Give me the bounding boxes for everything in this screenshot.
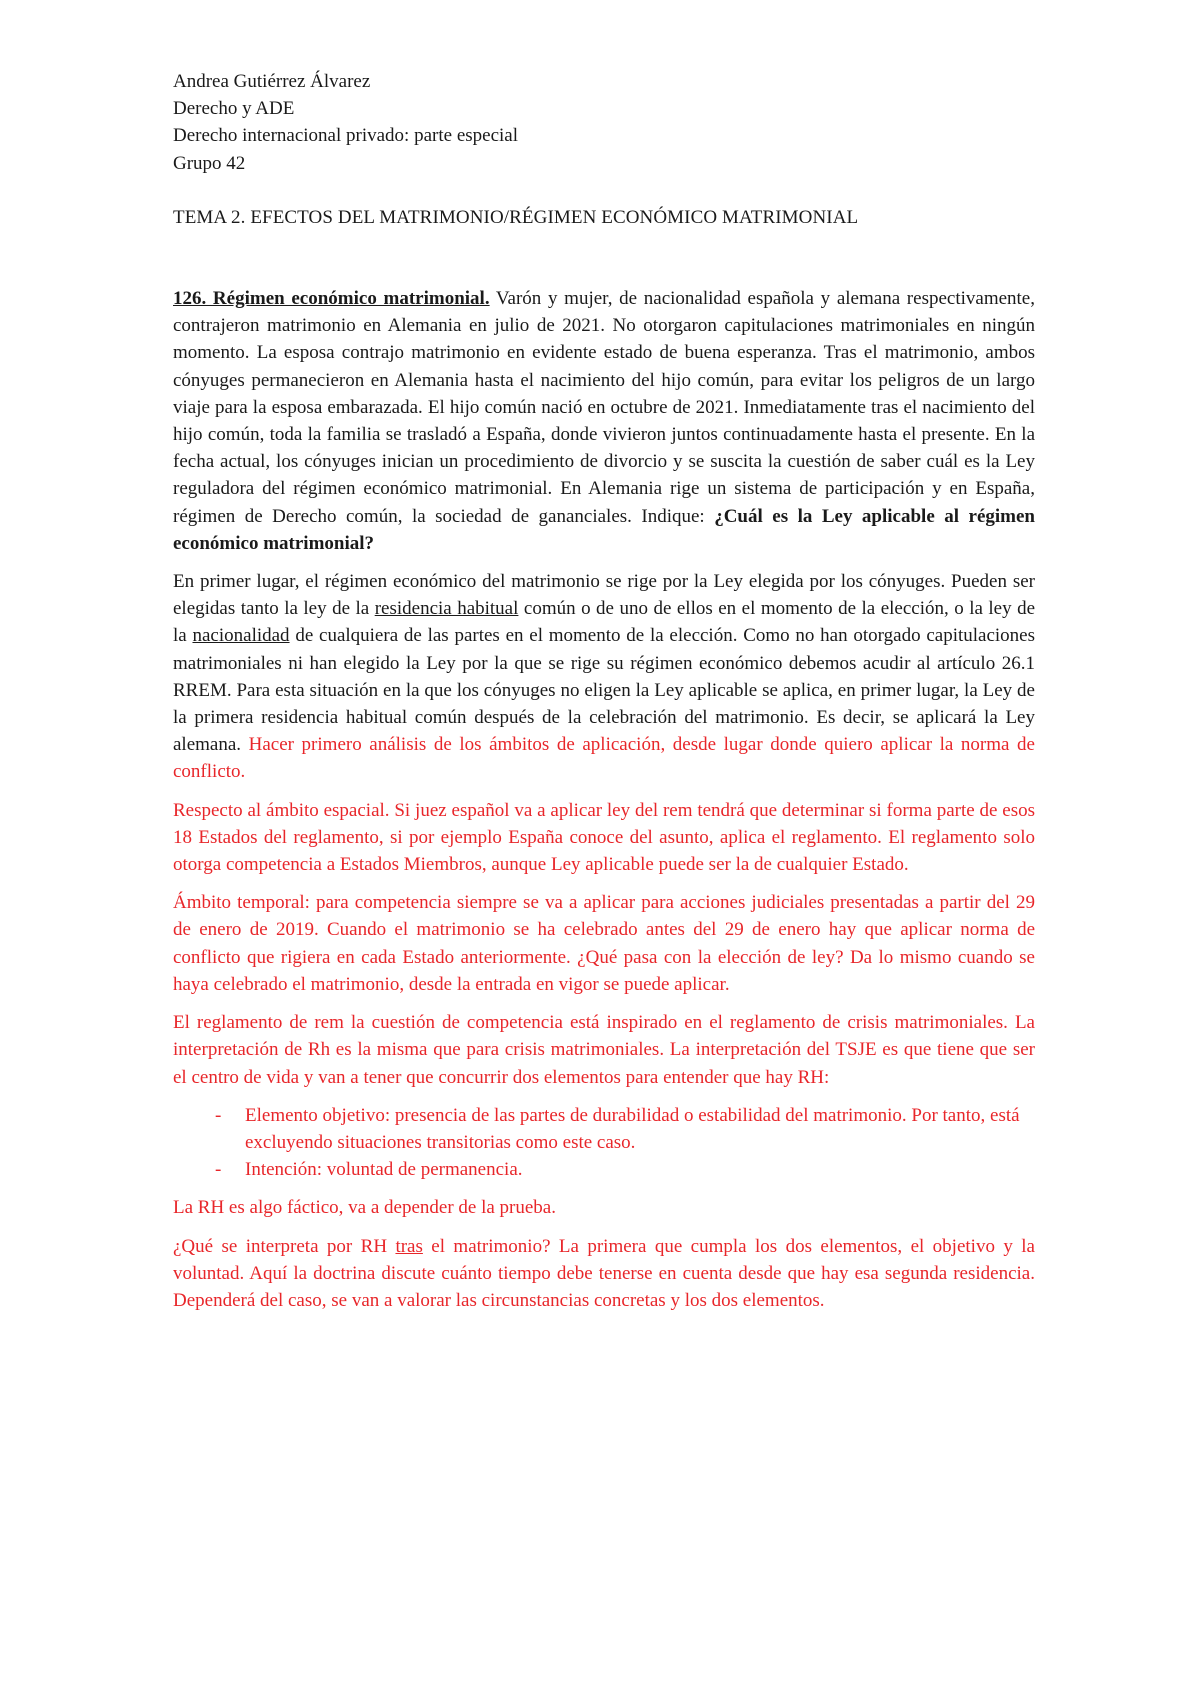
case-question: ¿Cuál es la Ley aplicable al régimen económico matrimonial? (173, 505, 1036, 554)
underlined-term-tras: tras (395, 1235, 423, 1257)
answer-text: común o de uno de ellos en el momento de la elección, o la ley de la (173, 598, 1036, 647)
spacer (173, 1222, 1035, 1233)
spacer (173, 1183, 1035, 1194)
list-item-text: Elemento objetivo: presencia de las partes de durabilidad o estabilidad del matrimonio. Por tanto, está excluyendo situaciones transitorias como este caso. (245, 1104, 1020, 1153)
author-name: Andrea Gutiérrez Álvarez (173, 71, 371, 92)
underlined-term-nacionalidad: nacionalidad (192, 625, 290, 647)
list-item (173, 1156, 1035, 1183)
subject-name: Derecho internacional privado: parte especial (173, 125, 518, 147)
spacer (173, 231, 1035, 285)
spacer (173, 878, 1035, 889)
answer-paragraph-2: Respecto al ámbito espacial. Si juez español va a aplicar ley del rem tendrá que determinar si forma parte de esos 18 Estados del reglamento, si por ejemplo España conoce del asunto, aplica el reglamento. El reglamento solo otorga competencia a Estados Miembros, aunque Ley aplicable puede ser la de cualquier Estado. (173, 799, 1035, 876)
group-name: Grupo 42 (173, 152, 246, 174)
dash-bullet: - (215, 1159, 222, 1181)
degree-name: Derecho y ADE (173, 98, 295, 120)
case-heading: 126. Régimen económico matrimonial. (173, 288, 490, 310)
list-item-text: Intención: voluntad de permanencia. (245, 1159, 523, 1181)
answer-text: En primer lugar, el régimen económico del matrimonio se rige por la Ley elegida por los cónyuges. Pueden ser elegidas tanto la ley de la (173, 571, 1035, 620)
spacer (173, 786, 1035, 797)
answer-paragraph-1 (173, 568, 1035, 786)
spacer (173, 557, 1035, 568)
answer-text: ¿Qué se interpreta por RH (173, 1235, 396, 1257)
answer-text: de cualquiera de las partes en el momento de la elección. Como no han otorgado capitulaciones matrimoniales ni han elegido la Ley por la que se rige su régimen económico debemos acudir al artículo 26.1 RREM. Para esta situación en la que los cónyuges no eligen la Ley aplicable se aplica, en primer lugar, la Ley de la primera residencia habitual común después de la celebración del matrimonio. Es decir, se aplicará la Ley alemana. (173, 625, 1036, 756)
answer-paragraph-4: El reglamento de rem la cuestión de competencia está inspirado en el reglamento de crisis matrimoniales. La interpretación de Rh es la misma que para crisis matrimoniales. La interpretación del TSJE es que tiene que ser el centro de vida y van a tener que concurrir dos elementos para entender que hay RH: (173, 1012, 1035, 1088)
spacer (173, 998, 1035, 1009)
topic-title: TEMA 2. EFECTOS DEL MATRIMONIO/RÉGIMEN ECONÓMICO MATRIMONIAL (173, 206, 859, 228)
underlined-term-residencia: residencia habitual (374, 598, 519, 620)
answer-paragraph-6 (173, 1233, 1035, 1315)
dash-bullet: - (215, 1104, 222, 1126)
annotation-note: Hacer primero análisis de los ámbitos de aplicación, desde lugar donde quiero aplicar la norma de conflicto. (173, 734, 1035, 783)
answer-text: el matrimonio? La primera que cumpla los dos elementos, el objetivo y la voluntad. Aquí la doctrina discute cuánto tiempo debe tenerse en cuenta desde que hay esa segunda residencia. Dependerá del caso, se van a valorar las circunstancias concretas y los dos elementos. (173, 1235, 1035, 1311)
element-list (173, 1102, 1035, 1184)
list-item (173, 1102, 1035, 1156)
case-statement (173, 285, 1035, 557)
document-page (173, 68, 1035, 1314)
spacer (173, 1091, 1035, 1102)
answer-paragraph-3: Ámbito temporal: para competencia siempre se va a aplicar para acciones judiciales presentadas a partir del 29 de enero de 2019. Cuando el matrimonio se ha celebrado antes del 29 de enero hay que aplicar norma de conflicto que rigiera en cada Estado anteriormente. ¿Qué pasa con la elección de ley? Da lo mismo cuando se haya celebrado el matrimonio, desde la entrada en vigor se puede aplicar. (173, 892, 1035, 995)
case-text: Varón y mujer, de nacionalidad española y alemana respectivamente, contrajeron matrimonio en Alemania en julio de 2021. No otorgaron capitulaciones matrimoniales en ningún momento. La esposa contrajo matrimonio en evidente estado de buena esperanza. Tras el matrimonio, ambos cónyuges permanecieron en Alemania hasta el nacimiento del hijo común, para evitar los peligros de un largo viaje para la esposa embarazada. El hijo común nació en octubre de 2021. Inmediatamente tras el nacimiento del hijo común, toda la familia se trasladó a España, donde vivieron juntos continuadamente hasta el presente. En la fecha actual, los cónyuges inician un procedimiento de divorcio y se suscita la cuestión de saber cuál es la Ley reguladora del régimen económico matrimonial. En Alemania rige un sistema de participación y en España, régimen de Derecho común, la sociedad de gananciales. Indique: (173, 288, 1035, 527)
answer-paragraph-5: La RH es algo fáctico, va a depender de la prueba. (173, 1197, 556, 1219)
